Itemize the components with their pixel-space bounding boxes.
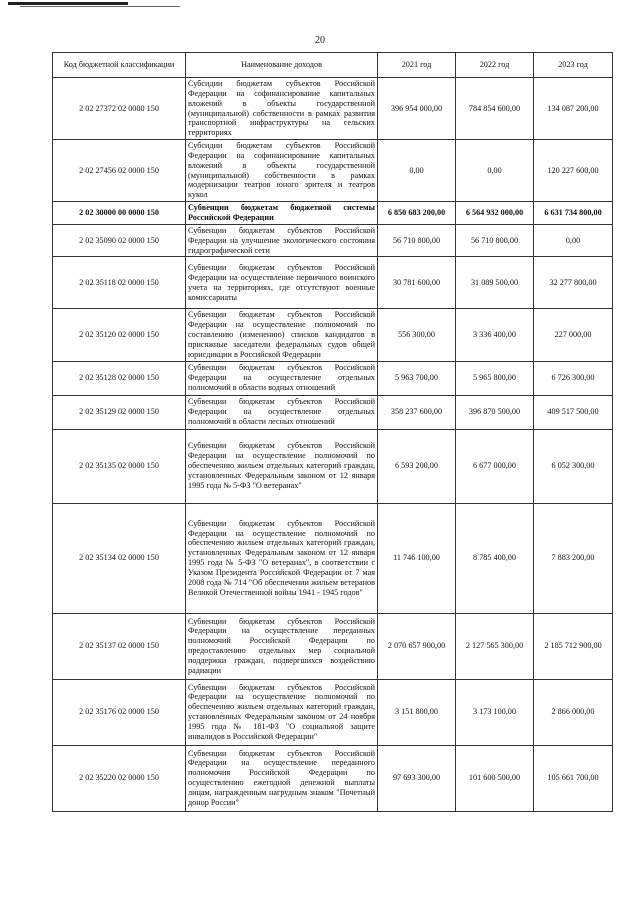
- amount-2021-cell: 2 070 657 900,00: [378, 613, 456, 679]
- amount-2023-cell: 6 726 300,00: [534, 361, 613, 395]
- scan-edge-mark: [8, 2, 128, 5]
- revenue-name-cell: Субвенции бюджетам бюджетной системы Российской Федерации: [186, 202, 378, 225]
- revenue-name-cell: Субсидии бюджетам субъектов Российской Федерации на софинансирование капитальных вложений в объекты государственной (муниципальной) собственности в рамках развития транспортной инфраструктуры на сельских территориях: [186, 78, 378, 140]
- amount-2023-cell: 2 185 712 900,00: [534, 613, 613, 679]
- budget-code-cell: 2 02 30000 00 0000 150: [53, 202, 186, 225]
- amount-2022-cell: 3 173 100,00: [456, 679, 534, 745]
- table-row: [53, 745, 613, 811]
- revenue-name-cell: Субвенции бюджетам субъектов Российской Федерации на осуществление отдельных полномочий в области водных отношений: [186, 361, 378, 395]
- amount-2021-cell: 30 781 600,00: [378, 257, 456, 309]
- budget-code-cell: 2 02 35129 02 0000 150: [53, 395, 186, 429]
- budget-code-cell: 2 02 35120 02 0000 150: [53, 309, 186, 361]
- amount-2021-cell: 5 963 700,00: [378, 361, 456, 395]
- amount-2023-cell: 120 227 600,00: [534, 140, 613, 202]
- amount-2022-cell: 0,00: [456, 140, 534, 202]
- amount-2023-cell: 32 277 800,00: [534, 257, 613, 309]
- header-2021: 2021 год: [378, 53, 456, 78]
- revenue-name-cell: Субвенции бюджетам субъектов Российской Федерации на осуществление отдельных полномочий в области лесных отношений: [186, 395, 378, 429]
- amount-2023-cell: 6 052 300,00: [534, 429, 613, 503]
- budget-code-cell: 2 02 35135 02 0000 150: [53, 429, 186, 503]
- table-row: [53, 395, 613, 429]
- revenue-name-cell: Субвенции бюджетам субъектов Российской Федерации на улучшение экологического состояния гидрографической сети: [186, 224, 378, 257]
- budget-code-cell: 2 02 35118 02 0000 150: [53, 257, 186, 309]
- amount-2022-cell: 784 854 600,00: [456, 78, 534, 140]
- amount-2023-cell: 7 883 200,00: [534, 503, 613, 613]
- table-row: [53, 679, 613, 745]
- amount-2021-cell: 3 151 800,00: [378, 679, 456, 745]
- amount-2022-cell: 8 785 400,00: [456, 503, 534, 613]
- revenue-name-cell: Субвенции бюджетам субъектов Российской Федерации на осуществление полномочий по обеспечению жильем отдельных категорий граждан, установленных Федеральным законом от 12 января 1995 года № 5-ФЗ "О ветеранах": [186, 429, 378, 503]
- revenue-name-cell: Субвенции бюджетам субъектов Российской Федерации на осуществление полномочий по обеспечению жильем отдельных категорий граждан, установленных Федеральным законом от 24 ноября 1995 года № 181-ФЗ "О социальной защите инвалидов в Российской Федерации": [186, 679, 378, 745]
- table-header-row: [53, 53, 613, 78]
- amount-2021-cell: 97 693 300,00: [378, 745, 456, 811]
- header-2023: 2023 год: [534, 53, 613, 78]
- amount-2022-cell: 6 564 932 000,00: [456, 202, 534, 225]
- budget-code-cell: 2 02 35176 02 0000 150: [53, 679, 186, 745]
- amount-2023-cell: 409 517 500,00: [534, 395, 613, 429]
- amount-2022-cell: 2 127 565 300,00: [456, 613, 534, 679]
- amount-2022-cell: 3 336 400,00: [456, 309, 534, 361]
- table-row: [53, 613, 613, 679]
- table-row: [53, 503, 613, 613]
- amount-2021-cell: 11 746 100,00: [378, 503, 456, 613]
- header-2022: 2022 год: [456, 53, 534, 78]
- amount-2022-cell: 56 710 800,00: [456, 224, 534, 257]
- budget-code-cell: 2 02 35090 02 0000 150: [53, 224, 186, 257]
- amount-2021-cell: 56 710 800,00: [378, 224, 456, 257]
- revenue-name-cell: Субвенции бюджетам субъектов Российской Федерации на осуществление первичного воинского учета на территориях, где отсутствуют военные комиссариаты: [186, 257, 378, 309]
- revenue-name-cell: Субвенции бюджетам субъектов Российской Федерации на осуществление полномочий по обеспечению жильем отдельных категорий граждан, установленных Федеральным законом от 12 января 1995 года № 5-ФЗ "О ветеранах", в соответствии с Указом Президента Российской Федерации от 7 мая 2008 года № 714 "Об обеспечении жильем ветеранов Великой Отечественной войны 1941 - 1945 годов": [186, 503, 378, 613]
- table-body: [53, 78, 613, 812]
- amount-2021-cell: 358 237 600,00: [378, 395, 456, 429]
- amount-2023-cell: 2 866 000,00: [534, 679, 613, 745]
- budget-code-cell: 2 02 35128 02 0000 150: [53, 361, 186, 395]
- amount-2021-cell: 556 300,00: [378, 309, 456, 361]
- revenue-name-cell: Субвенции бюджетам субъектов Российской Федерации на осуществление полномочий по составлению (изменению) списков кандидатов в присяжные заседатели федеральных судов общей юрисдикции в Российской Федерации: [186, 309, 378, 361]
- page-number: 20: [315, 35, 325, 46]
- revenue-name-cell: Субвенции бюджетам субъектов Российской Федерации на осуществление переданных полномочий Российской Федерации по предоставлению отдельных мер социальной поддержки граждан, подвергшихся воздействию радиации: [186, 613, 378, 679]
- revenue-name-cell: Субвенции бюджетам субъектов Российской Федерации на осуществление переданного полномочия Российской Федерации по осуществлению ежегодной денежной выплаты лицам, награжденным нагрудным знаком "Почетный донор России": [186, 745, 378, 811]
- amount-2023-cell: 6 631 734 800,00: [534, 202, 613, 225]
- budget-code-cell: 2 02 27372 02 0000 150: [53, 78, 186, 140]
- amount-2023-cell: 134 087 200,00: [534, 78, 613, 140]
- scan-edge-line: [20, 6, 180, 7]
- budget-code-cell: 2 02 35134 02 0000 150: [53, 503, 186, 613]
- amount-2022-cell: 101 600 500,00: [456, 745, 534, 811]
- amount-2023-cell: 105 661 700,00: [534, 745, 613, 811]
- table-row: [53, 140, 613, 202]
- table-row: [53, 224, 613, 257]
- amount-2022-cell: 6 677 000,00: [456, 429, 534, 503]
- header-name: Наименование доходов: [186, 53, 378, 78]
- amount-2023-cell: 0,00: [534, 224, 613, 257]
- amount-2022-cell: 31 089 500,00: [456, 257, 534, 309]
- amount-2022-cell: 5 965 800,00: [456, 361, 534, 395]
- table-row: [53, 78, 613, 140]
- table-row: [53, 257, 613, 309]
- table-row: [53, 202, 613, 225]
- amount-2021-cell: 396 954 000,00: [378, 78, 456, 140]
- revenue-name-cell: Субсидии бюджетам субъектов Российской Федерации на софинансирование капитальных вложений в объекты государственной (муниципальной) собственности в рамках модернизации театров юного зрителя и театров кукол: [186, 140, 378, 202]
- table-row: [53, 429, 613, 503]
- budget-revenue-table: [52, 52, 613, 812]
- amount-2021-cell: 6 593 200,00: [378, 429, 456, 503]
- header-code: Код бюджетной классификации: [53, 53, 186, 78]
- budget-code-cell: 2 02 35220 02 0000 150: [53, 745, 186, 811]
- table-row: [53, 309, 613, 361]
- amount-2021-cell: 0,00: [378, 140, 456, 202]
- amount-2021-cell: 6 850 683 200,00: [378, 202, 456, 225]
- amount-2022-cell: 396 870 500,00: [456, 395, 534, 429]
- budget-code-cell: 2 02 27456 02 0000 150: [53, 140, 186, 202]
- amount-2023-cell: 227 000,00: [534, 309, 613, 361]
- budget-code-cell: 2 02 35137 02 0000 150: [53, 613, 186, 679]
- table-row: [53, 361, 613, 395]
